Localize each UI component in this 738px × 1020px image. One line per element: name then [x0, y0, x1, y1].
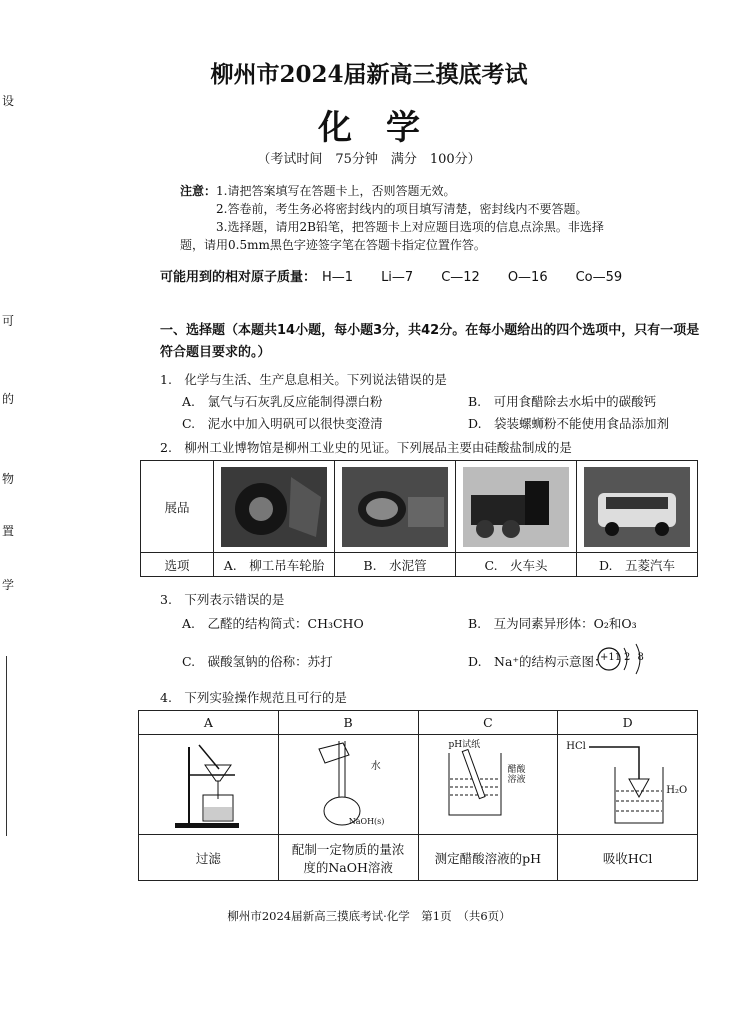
q4-header-b: B: [278, 711, 418, 735]
notice-line-4: 题，请用0.5mm黑色字迹签字笔在答题卡指定位置作答。: [180, 238, 486, 252]
ph-beaker-diagram: [419, 735, 557, 831]
q1-stem: 1. 化学与生活、生产息息相关。下列说法错误的是: [160, 372, 447, 387]
q2-row-label: 展品: [141, 461, 214, 553]
margin-char: 设: [2, 94, 15, 108]
crane-tire-photo: [221, 467, 327, 547]
car-photo: [584, 467, 690, 547]
margin-char: 置: [2, 524, 15, 538]
q4-caption-a: 过滤: [139, 835, 279, 881]
time-info: （考试时间 75分钟 满分 100分）: [257, 152, 481, 167]
q3-option-c: C. 碳酸氢钠的俗称：苏打: [182, 654, 333, 669]
q4-caption-d: 吸收HCl: [558, 835, 698, 881]
q1-option-a: A. 氯气与石灰乳反应能制得漂白粉: [182, 394, 383, 409]
q2-option-a: A. 柳工吊车轮胎: [214, 553, 335, 577]
ph-test-apparatus: [418, 735, 558, 835]
notice-line-2: 2.答卷前，考生务必将密封线内的项目填写清楚，密封线内不要答题。: [216, 202, 588, 216]
hcl-absorption-apparatus: [558, 735, 698, 835]
na-nucleus-label: +11: [600, 652, 622, 663]
q2-option-d: D. 五菱汽车: [577, 553, 698, 577]
notice-line-1: 注意：1.请把答案填写在答题卡上，否则答题无效。: [180, 184, 456, 198]
notice-line-3: 3.选择题，请用2B铅笔，把答题卡上对应题目选项的信息点涂黑。非选择: [216, 220, 604, 234]
q3-option-d: D. Na⁺的结构示意图：: [468, 654, 607, 669]
binding-line: [6, 656, 7, 836]
atomic-masses: 可能用到的相对原子质量： H—1 Li—7 C—12 O—16 Co—59: [160, 270, 623, 285]
h2o-label: H₂O: [666, 785, 688, 796]
q2-table: [140, 460, 698, 577]
q4-header-a: A: [139, 711, 279, 735]
ph-paper-label: pH试纸: [448, 740, 481, 750]
q4-stem: 4. 下列实验操作规范且可行的是: [160, 690, 347, 705]
section-heading: 一、选择题（本题共14小题，每小题3分，共42分。在每小题给出的四个选项中，只有一项是 符合题目要求的。）: [160, 323, 700, 360]
q4-caption-b: 配制一定物质的量浓度的NaOH溶液: [278, 835, 418, 881]
filtration-diagram: [139, 735, 277, 831]
naoh-label: NaOH(s): [348, 817, 385, 826]
locomotive-photo: [463, 467, 569, 547]
q4-header-d: D: [558, 711, 698, 735]
q3-stem: 3. 下列表示错误的是: [160, 592, 285, 607]
margin-char: 的: [2, 392, 15, 406]
q2-option-c: C. 火车头: [456, 553, 577, 577]
q4-caption-c: 测定醋酸溶液的pH: [418, 835, 558, 881]
hcl-label: HCl: [566, 741, 586, 752]
margin-char: 物: [2, 472, 15, 486]
q2-row-label: 选项: [141, 553, 214, 577]
q2-option-b: B. 水泥管: [335, 553, 456, 577]
water-label: 水: [370, 761, 381, 772]
exam-title: 柳州市2024届新高三摸底考试: [210, 61, 528, 88]
q1-option-c: C. 泥水中加入明矾可以很快变澄清: [182, 416, 383, 431]
filtration-apparatus: [139, 735, 279, 835]
q3-option-b: B. 互为同素异形体：O₂和O₃: [468, 616, 637, 631]
margin-char: 学: [2, 578, 15, 592]
q4-header-c: C: [418, 711, 558, 735]
q4-table: [138, 710, 698, 881]
acetic-acid-label: 醋酸溶液: [507, 765, 526, 785]
q3-option-a: A. 乙醛的结构简式：CH₃CHO: [182, 616, 364, 631]
subject-title: 化学: [318, 108, 454, 148]
margin-char: 可: [2, 314, 15, 328]
na-shell-label: 2 8: [624, 652, 644, 663]
q1-option-b: B. 可用食醋除去水垢中的碳酸钙: [468, 394, 657, 409]
cement-pipe-photo: [342, 467, 448, 547]
q2-stem: 2. 柳州工业博物馆是柳州工业史的见证。下列展品主要由硅酸盐制成的是: [160, 440, 572, 455]
page-footer: 柳州市2024届新高三摸底考试·化学 第1页 （共6页）: [227, 909, 511, 923]
q1-option-d: D. 袋装螺蛳粉不能使用食品添加剂: [468, 416, 670, 431]
notice-label: 注意：: [180, 184, 217, 198]
solution-prep-apparatus: [278, 735, 418, 835]
